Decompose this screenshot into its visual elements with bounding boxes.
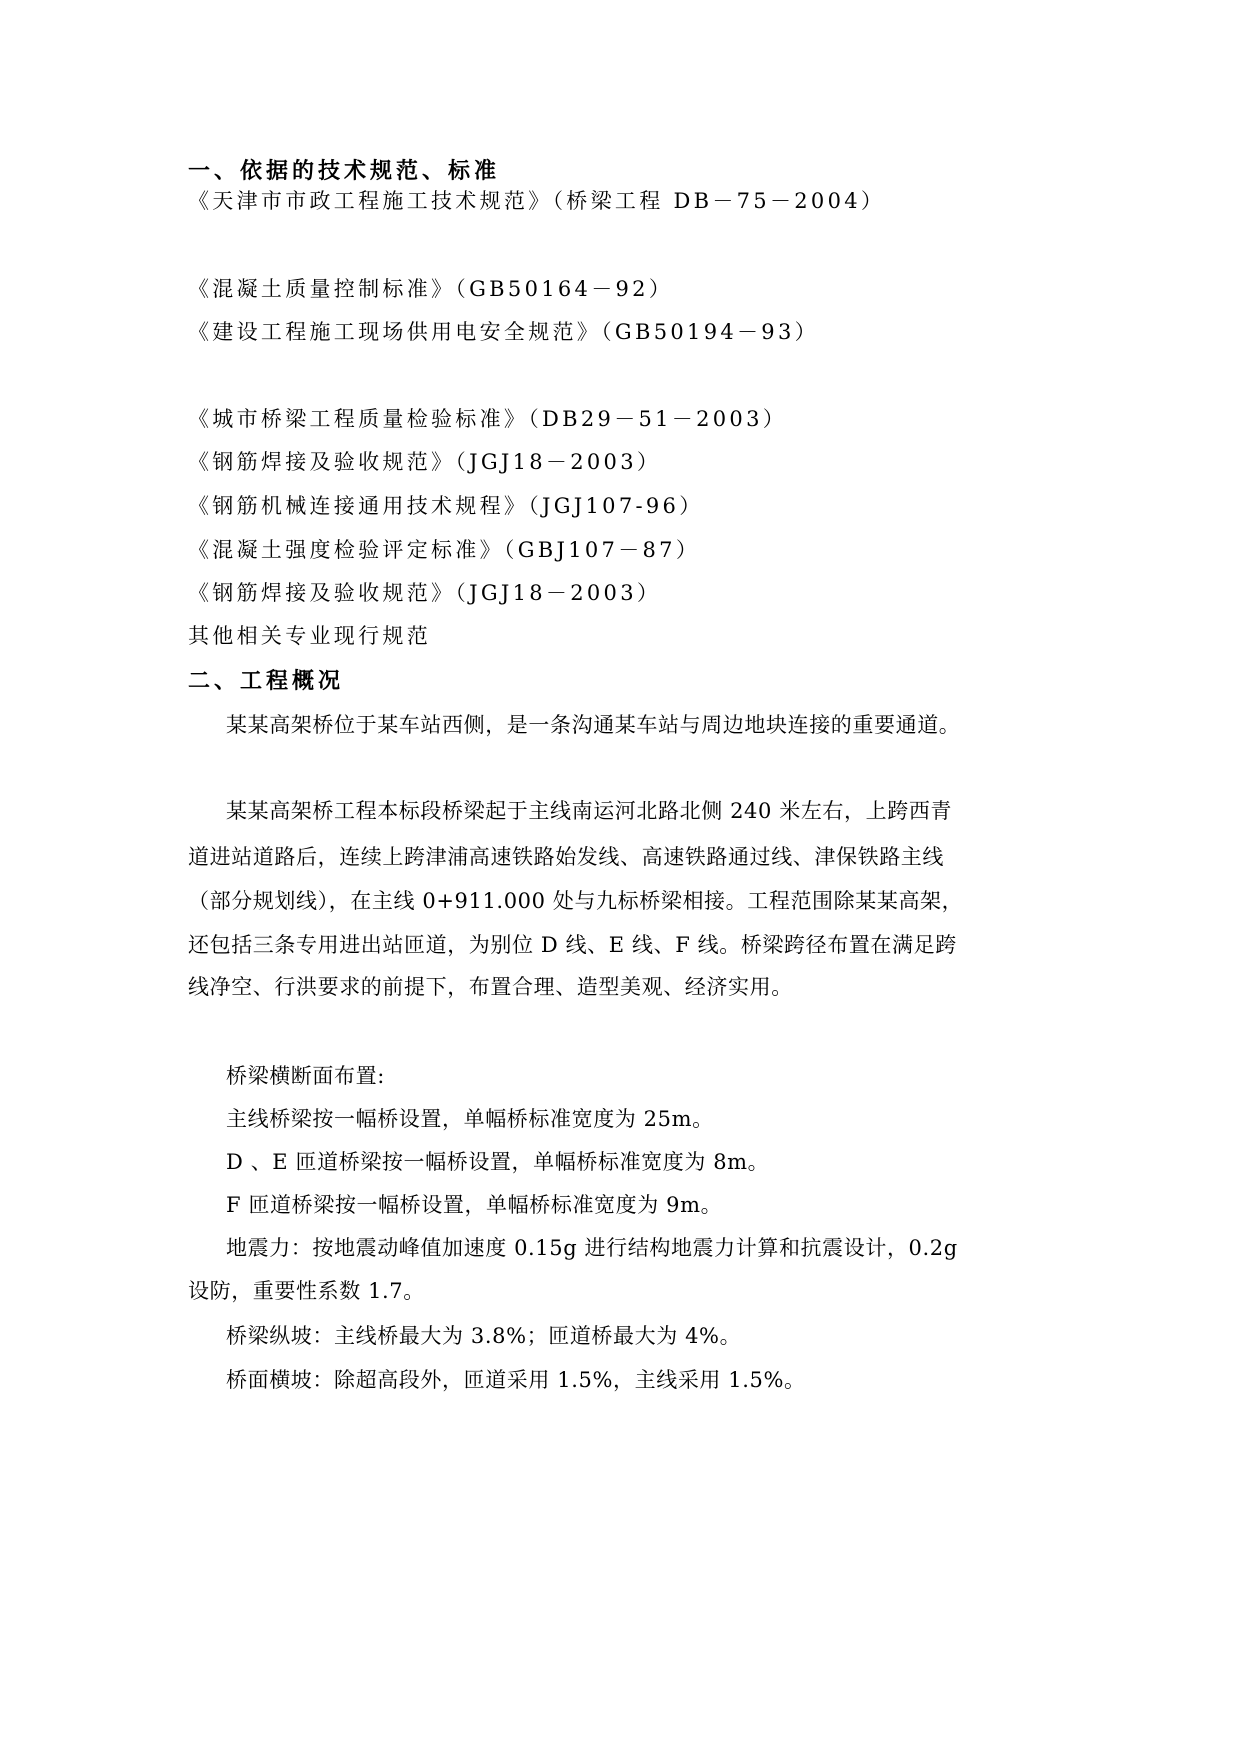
standard-reference: 《混凝土质量控制标准》（GB50164－92） (188, 277, 674, 301)
section-heading-standards: 一、依据的技术规范、标准 (188, 159, 501, 184)
standard-reference: 《建设工程施工现场供用电安全规范》（GB50194－93） (188, 320, 819, 344)
seismic-item: 地震力：按地震动峰值加速度 0.15g 进行结构地震力计算和抗震设计，0.2g (226, 1236, 958, 1260)
standard-reference: 《钢筋焊接及验收规范》（JGJ18－2003） (188, 450, 662, 474)
cross-slope-item: 桥面横坡：除超高段外，匝道采用 1.5%，主线采用 1.5%。 (226, 1368, 806, 1392)
section-heading-overview: 二、工程概况 (188, 669, 345, 694)
cross-section-item: D 、E 匝道桥梁按一幅桥设置，单幅桥标准宽度为 8m。 (226, 1150, 770, 1174)
seismic-item-continued: 设防，重要性系数 1.7。 (188, 1279, 425, 1303)
project-description-line: 某某高架桥工程本标段桥梁起于主线南运河北路北侧 240 米左右，上跨西青 (226, 799, 953, 823)
project-description-line: （部分规划线），在主线 0+911.000 处与九标桥梁相接。工程范围除某某高架， (188, 889, 964, 913)
longitudinal-slope-item: 桥梁纵坡：主线桥最大为 3.8%；匝道桥最大为 4%。 (226, 1324, 742, 1348)
standard-reference: 《钢筋焊接及验收规范》（JGJ18－2003） (188, 581, 662, 605)
standard-reference: 《钢筋机械连接通用技术规程》（JGJ107-96） (188, 494, 704, 518)
standard-reference: 《天津市市政工程施工技术规范》（桥梁工程 DB－75－2004） (188, 189, 886, 213)
project-description-line: 线净空、行洪要求的前提下，布置合理、造型美观、经济实用。 (188, 975, 793, 999)
standard-reference: 《城市桥梁工程质量检验标准》（DB29－51－2003） (188, 407, 788, 431)
project-description-line: 道进站道路后，连续上跨津浦高速铁路始发线、高速铁路通过线、津保铁路主线 (188, 845, 944, 869)
standard-reference: 其他相关专业现行规范 (188, 624, 431, 648)
overview-paragraph: 某某高架桥位于某车站西侧，是一条沟通某车站与周边地块连接的重要通道。 (226, 713, 961, 737)
standard-reference: 《混凝土强度检验评定标准》（GBJ107－87） (188, 538, 701, 562)
cross-section-title: 桥梁横断面布置: (226, 1064, 385, 1088)
cross-section-item: F 匝道桥梁按一幅桥设置，单幅桥标准宽度为 9m。 (226, 1193, 723, 1217)
cross-section-item: 主线桥梁按一幅桥设置，单幅桥标准宽度为 25m。 (226, 1107, 714, 1131)
project-description-line: 还包括三条专用进出站匝道，为别位 D 线、E 线、F 线。桥梁跨径布置在满足跨 (188, 933, 957, 957)
